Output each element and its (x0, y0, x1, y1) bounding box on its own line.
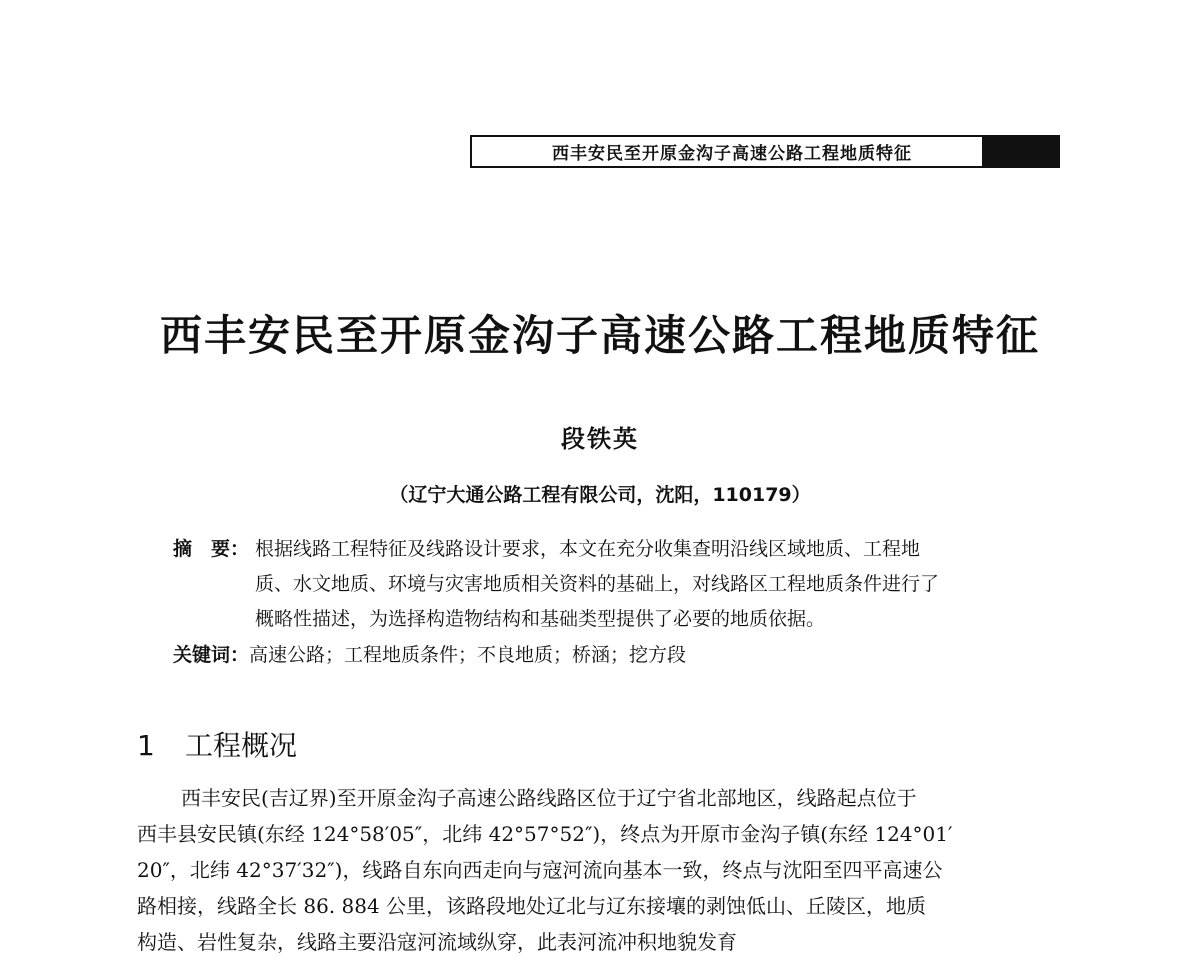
body-line: 西丰安民(吉辽界)至开原金沟子高速公路线路区位于辽宁省北部地区，线路起点位于 (181, 786, 917, 810)
body-line: 构造、岩性复杂，线路主要沿寇河流域纵穿，此表河流冲积地貌发育 (137, 930, 737, 954)
keywords (173, 638, 686, 673)
body-line: 路相接，线路全长 86. 884 公里，该路段地处辽北与辽东接壤的剥蚀低山、丘陵区，地质 (137, 894, 927, 918)
body-line: 20″，北纬 42°37′32″)，线路自东向西走向与寇河流向基本一致，终点与沈阳至四平高速公 (137, 858, 943, 882)
section-heading (137, 724, 297, 764)
keywords-text: 高速公路；工程地质条件；不良地质；桥涵；挖方段 (249, 644, 687, 666)
section-title: 工程概况 (185, 729, 298, 762)
running-header (470, 135, 1060, 168)
running-header-black-block (982, 137, 1058, 166)
abstract-label: 摘 要： (173, 538, 250, 560)
author-name: 段铁英 (561, 425, 639, 453)
abstract-text (173, 532, 1043, 637)
body-paragraph (137, 780, 1057, 960)
abstract (173, 532, 1043, 637)
abstract-line: 根据线路工程特征及线路设计要求，本文在充分收集查明沿线区域地质、工程地 (255, 538, 921, 560)
author-affiliation: （辽宁大通公路工程有限公司，沈阳，110179） (389, 484, 811, 506)
abstract-line: 概略性描述，为选择构造物结构和基础类型提供了必要的地质依据。 (255, 608, 826, 630)
section-number: 1 (137, 729, 155, 762)
abstract-line: 质、水文地质、环境与灾害地质相关资料的基础上，对线路区工程地质条件进行了 (255, 573, 940, 595)
paper-title: 西丰安民至开原金沟子高速公路工程地质特征 (159, 311, 1040, 360)
keywords-label: 关键词： (173, 644, 250, 666)
running-header-text: 西丰安民至开原金沟子高速公路工程地质特征 (552, 144, 912, 164)
body-line: 西丰县安民镇(东经 124°58′05″，北纬 42°57°52″)，终点为开原市金沟子镇(东经 124°01′ (137, 822, 953, 846)
